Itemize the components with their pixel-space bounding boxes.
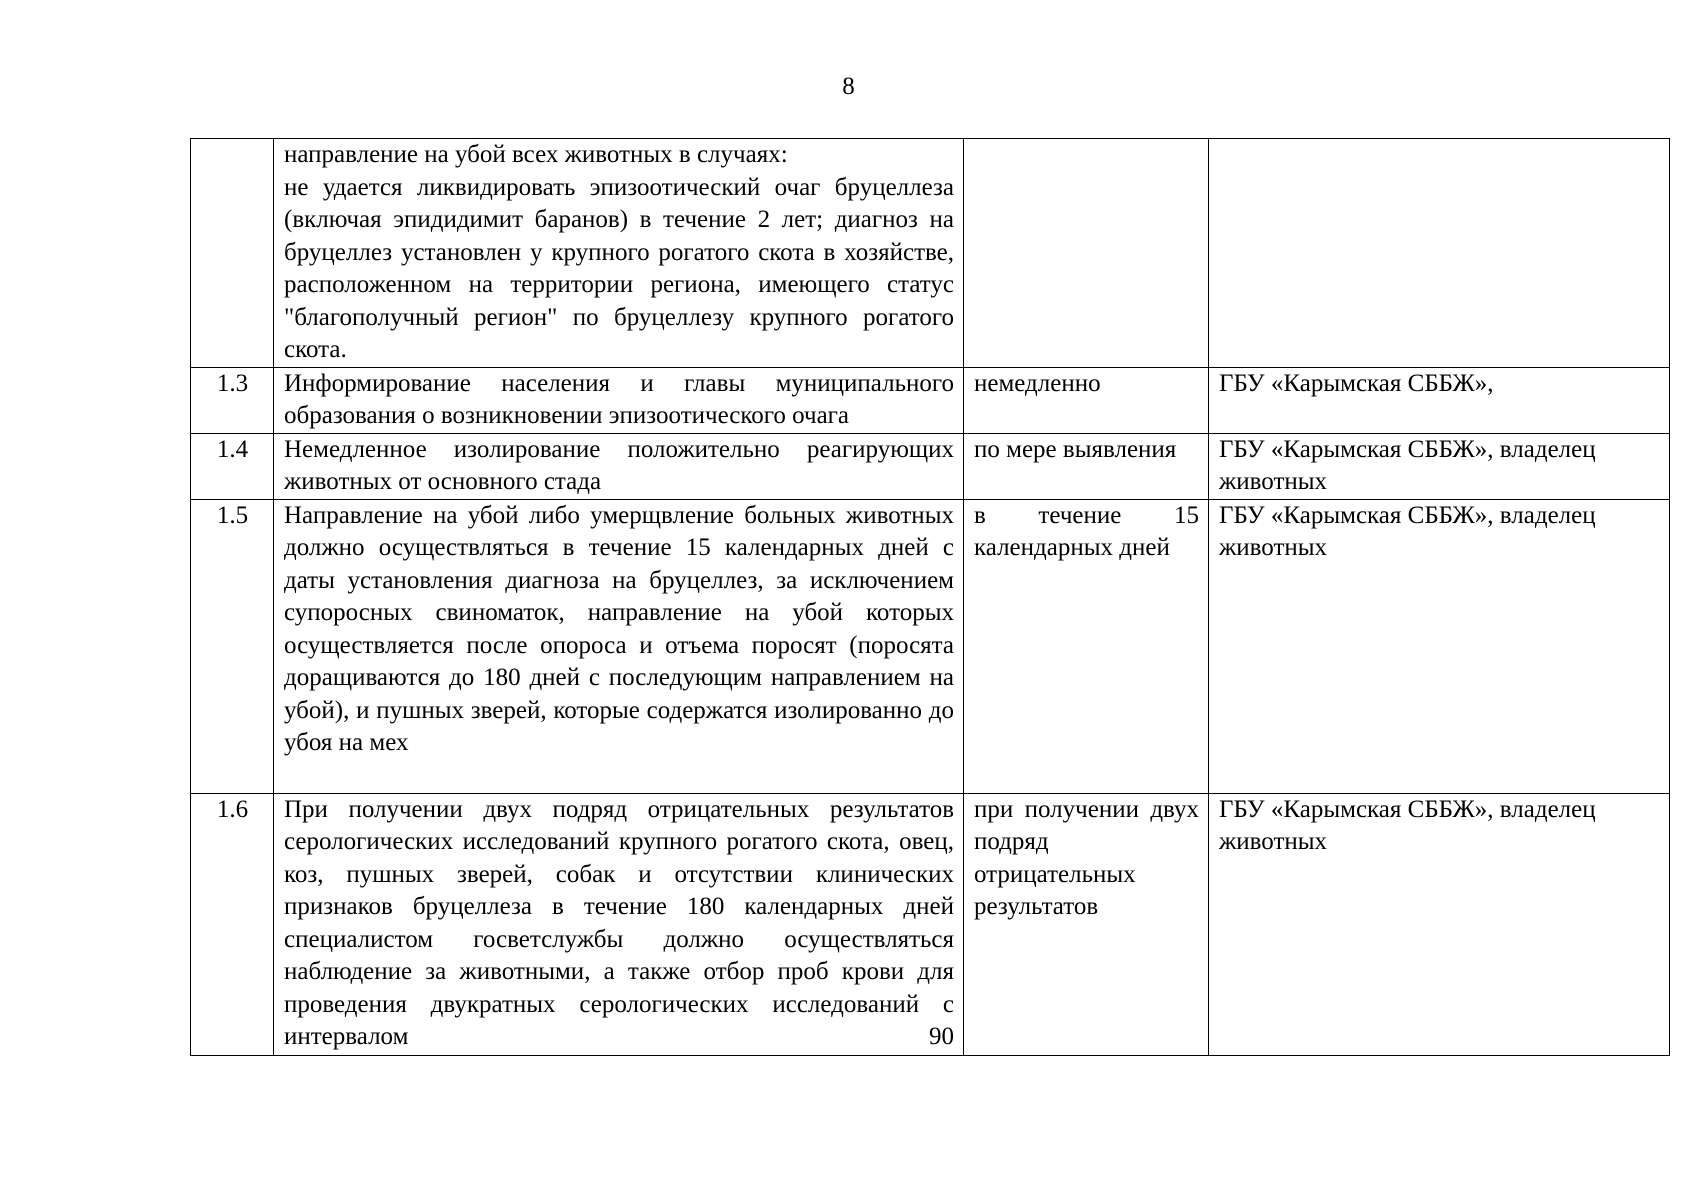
term-cell: в течение 15 календарных дней (964, 499, 1209, 793)
term-cell: при получении двух подряд отрицательных результатов (964, 793, 1209, 1055)
responsible-cell: ГБУ «Карымская СББЖ», владелец животных (1209, 499, 1670, 793)
item-number: 1.6 (191, 793, 274, 1055)
item-number: 1.3 (191, 367, 274, 433)
measure-text-line: не удается ликвидировать эпизоотический очаг бруцеллеза (включая эпидидимит баранов) в течение 2 лет; диагноз на бруцеллез установлен у крупного рогатого скота в хозяйстве, расположенном на территории региона, имеющего статус "благополучный регион" по бруцеллезу крупного рогатого скота. (284, 173, 954, 363)
item-number: 1.5 (191, 499, 274, 793)
measure-text (274, 139, 964, 368)
table-row (191, 499, 1670, 793)
measure-text-line: При получении двух подряд отрицательных результатов серологических исследований крупного рогатого скота, овец, коз, пушных зверей, собак и отсутствии клинических признаков бруцеллеза в течение 180 календарных дней специалистом госветслужбы должно осуществляться наблюдение за животными, а также отбор проб крови для проведения двукратных серологических исследований с интервалом 90 (284, 795, 954, 1050)
measure-text (274, 367, 964, 433)
measure-text (274, 433, 964, 499)
item-number (191, 139, 274, 368)
measure-text-line: Информирование населения и главы муниципального образования о возникновении эпизоотического очага (284, 369, 954, 429)
measures-table (190, 138, 1670, 1056)
responsible-cell: ГБУ «Карымская СББЖ», владелец животных (1209, 793, 1670, 1055)
term-cell: по мере выявления (964, 433, 1209, 499)
page-number: 8 (842, 73, 855, 100)
item-number: 1.4 (191, 433, 274, 499)
term-cell: немедленно (964, 367, 1209, 433)
responsible-cell: ГБУ «Карымская СББЖ», (1209, 367, 1670, 433)
responsible-cell: ГБУ «Карымская СББЖ», владелец животных (1209, 433, 1670, 499)
measure-text-line: направление на убой всех животных в случаях: (284, 141, 788, 168)
measure-text-line: Немедленное изолирование положительно реагирующих животных от основного стада (284, 435, 954, 495)
measure-text-line: Направление на убой либо умерщвление больных животных должно осуществляться в течение 15 календарных дней с даты установления диагноза на бруцеллез, за исключением супоросных свиноматок, направление на убой которых осуществляется после опороса и отъема поросят (поросята доращиваются до 180 дней с последующим направлением на убой), и пушных зверей, которые содержатся изолированно до убоя на мех (284, 501, 954, 756)
table-row (191, 367, 1670, 433)
table-row (191, 793, 1670, 1055)
table-row (191, 433, 1670, 499)
table-row (191, 139, 1670, 368)
measure-text (274, 499, 964, 793)
term-cell (964, 139, 1209, 368)
measure-text (274, 793, 964, 1055)
responsible-cell (1209, 139, 1670, 368)
